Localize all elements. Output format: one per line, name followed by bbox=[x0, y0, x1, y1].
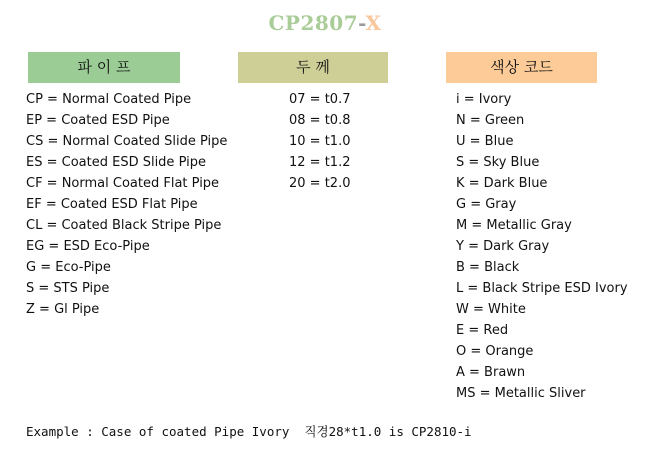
thickness-item: 20 = t2.0 bbox=[289, 176, 351, 191]
color-code-item: U = Blue bbox=[456, 134, 514, 149]
color-code-item: W = White bbox=[456, 302, 526, 317]
title-code: CP2807 bbox=[268, 11, 359, 35]
color-code-item: S = Sky Blue bbox=[456, 155, 540, 170]
pipe-item: EP = Coated ESD Pipe bbox=[26, 113, 170, 128]
thickness-item: 12 = t1.2 bbox=[289, 155, 351, 170]
thickness-list bbox=[289, 89, 350, 194]
color-code-item: N = Green bbox=[456, 113, 525, 128]
color-code-item: Y = Dark Gray bbox=[456, 239, 550, 254]
color-code-item: A = Brawn bbox=[456, 365, 526, 380]
example-text: Example : Case of coated Pipe Ivory 직경28*t1.0 is CP2810-i bbox=[26, 424, 472, 439]
pipe-item: Z = Gl Pipe bbox=[26, 302, 100, 317]
pipe-item: ES = Coated ESD Slide Pipe bbox=[26, 155, 206, 170]
color-code-item: MS = Metallic Sliver bbox=[456, 386, 586, 401]
color-code-item: i = Ivory bbox=[456, 92, 512, 107]
color-code-item: M = Metallic Gray bbox=[456, 218, 572, 233]
title-variant: X bbox=[365, 11, 382, 35]
pipe-item: CL = Coated Black Stripe Pipe bbox=[26, 218, 222, 233]
thickness-header: 두 께 bbox=[238, 52, 388, 83]
thickness-item: 08 = t0.8 bbox=[289, 113, 351, 128]
pipe-item: EG = ESD Eco-Pipe bbox=[26, 239, 150, 254]
color-code-header: 색상 코드 bbox=[446, 52, 597, 83]
pipe-item: CP = Normal Coated Pipe bbox=[26, 92, 192, 107]
pipe-item: EF = Coated ESD Flat Pipe bbox=[26, 197, 198, 212]
pipe-item: CS = Normal Coated Slide Pipe bbox=[26, 134, 228, 149]
pipe-item: S = STS Pipe bbox=[26, 281, 110, 296]
pipe-item: CF = Normal Coated Flat Pipe bbox=[26, 176, 220, 191]
color-code-item: E = Red bbox=[456, 323, 509, 338]
page-title bbox=[0, 11, 650, 35]
color-code-item: L = Black Stripe ESD Ivory bbox=[456, 281, 628, 296]
thickness-item: 10 = t1.0 bbox=[289, 134, 351, 149]
color-code-item: O = Orange bbox=[456, 344, 534, 359]
color-code-item: B = Black bbox=[456, 260, 520, 275]
pipe-item: G = Eco-Pipe bbox=[26, 260, 111, 275]
color-code-item: K = Dark Blue bbox=[456, 176, 548, 191]
pipe-list bbox=[26, 89, 227, 320]
title-separator: - bbox=[358, 11, 366, 35]
color-code-item: G = Gray bbox=[456, 197, 517, 212]
pipe-header: 파 이 프 bbox=[28, 52, 180, 83]
thickness-item: 07 = t0.7 bbox=[289, 92, 351, 107]
color-code-list bbox=[456, 89, 628, 404]
